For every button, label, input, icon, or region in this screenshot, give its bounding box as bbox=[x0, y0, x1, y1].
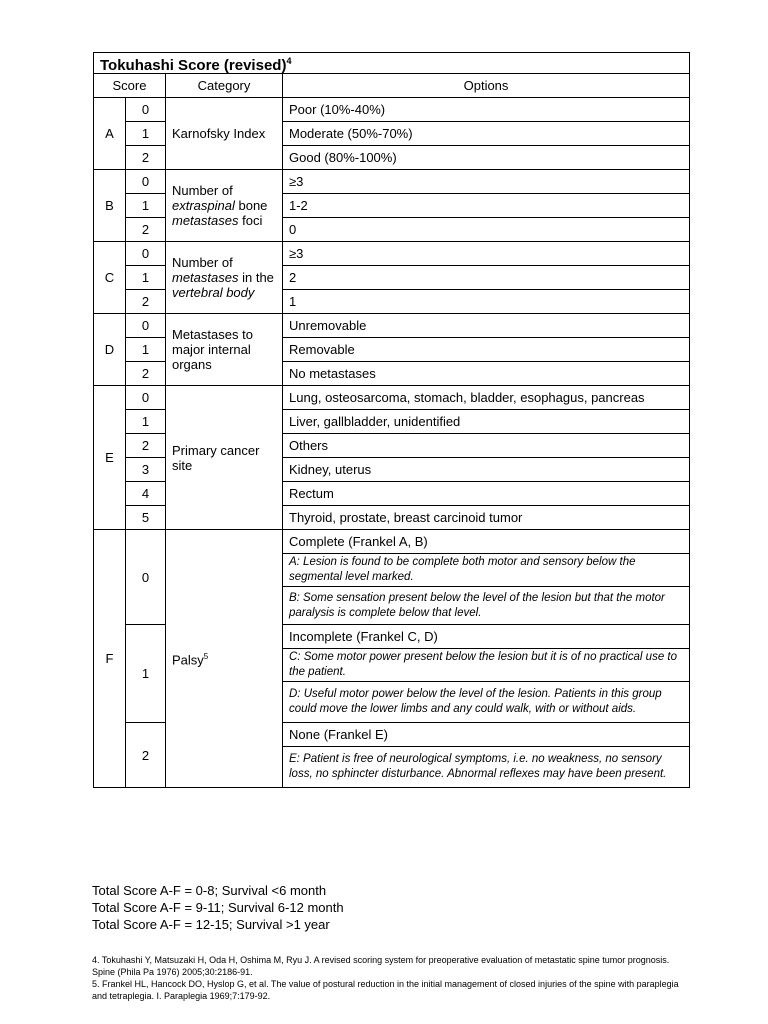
option-cell: Incomplete (Frankel C, D) bbox=[283, 625, 690, 649]
score-cell: 1 bbox=[126, 410, 166, 434]
option-cell: Complete (Frankel A, B) bbox=[283, 530, 690, 554]
option-cell: Liver, gallbladder, unidentified bbox=[283, 410, 690, 434]
table-row bbox=[94, 314, 690, 338]
total-score-line: Total Score A-F = 0-8; Survival <6 month bbox=[92, 883, 327, 898]
header-category: Category bbox=[166, 74, 283, 98]
option-cell: 2 bbox=[283, 266, 690, 290]
reference-item: 4. Tokuhashi Y, Matsuzaki H, Oda H, Oshima M, Ryu J. A revised scoring system for preoperative evaluation of metastatic spine tumor prognosis. Spine (Phila Pa 1976) 2005;30:2186-91. bbox=[92, 955, 670, 977]
score-cell: 0 bbox=[126, 314, 166, 338]
title-reference-mark: 4 bbox=[286, 55, 292, 66]
option-cell: Thyroid, prostate, breast carcinoid tumor bbox=[283, 506, 690, 530]
table-row bbox=[94, 170, 690, 194]
frankel-note-e: E: Patient is free of neurological symptoms, i.e. no weakness, no sensory loss, no sphincter disturbance. Abnormal reflexes may have been present. bbox=[283, 747, 690, 788]
category-primary-cancer-site: Primary cancer site bbox=[166, 386, 283, 530]
score-cell: 2 bbox=[126, 290, 166, 314]
tokuhashi-score-table bbox=[93, 52, 690, 788]
category-text: foci bbox=[238, 213, 263, 228]
score-cell: 5 bbox=[126, 506, 166, 530]
group-letter-e: E bbox=[94, 386, 126, 530]
frankel-note-a: A: Lesion is found to be complete both motor and sensory below the segmental level marked. bbox=[283, 554, 690, 587]
option-cell: 1 bbox=[283, 290, 690, 314]
option-cell: Moderate (50%-70%) bbox=[283, 122, 690, 146]
category-vertebral-metastases bbox=[166, 242, 283, 314]
category-internal-organs: Metastases to major internal organs bbox=[166, 314, 283, 386]
group-letter-b: B bbox=[94, 170, 126, 242]
category-palsy bbox=[166, 530, 283, 788]
option-cell: 0 bbox=[283, 218, 690, 242]
category-emphasis: vertebral body bbox=[172, 285, 255, 300]
header-score: Score bbox=[94, 74, 166, 98]
group-letter-f: F bbox=[94, 530, 126, 788]
category-extraspinal-metastases bbox=[166, 170, 283, 242]
option-cell: Unremovable bbox=[283, 314, 690, 338]
score-cell: 2 bbox=[126, 218, 166, 242]
table-title bbox=[94, 53, 690, 74]
group-letter-a: A bbox=[94, 98, 126, 170]
score-cell: 3 bbox=[126, 458, 166, 482]
score-cell: 2 bbox=[126, 434, 166, 458]
score-cell: 0 bbox=[126, 98, 166, 122]
table-row bbox=[94, 98, 690, 122]
option-cell: Lung, osteosarcoma, stomach, bladder, esophagus, pancreas bbox=[283, 386, 690, 410]
score-cell: 1 bbox=[126, 194, 166, 218]
score-cell: 0 bbox=[126, 242, 166, 266]
table-title-text: Tokuhashi Score (revised) bbox=[100, 56, 287, 74]
score-cell: 1 bbox=[126, 338, 166, 362]
score-cell: 1 bbox=[126, 625, 166, 723]
option-cell: None (Frankel E) bbox=[283, 723, 690, 747]
total-score-line: Total Score A-F = 9-11; Survival 6-12 month bbox=[92, 900, 344, 915]
score-cell: 2 bbox=[126, 146, 166, 170]
score-cell: 1 bbox=[126, 122, 166, 146]
category-emphasis: metastases bbox=[172, 213, 239, 228]
group-letter-d: D bbox=[94, 314, 126, 386]
score-cell: 2 bbox=[126, 362, 166, 386]
option-cell: Good (80%-100%) bbox=[283, 146, 690, 170]
frankel-note-b: B: Some sensation present below the level of the lesion but that the motor paralysis is complete below that level. bbox=[283, 587, 690, 625]
option-cell: Poor (10%-40%) bbox=[283, 98, 690, 122]
category-text: Number of bbox=[172, 183, 233, 198]
category-karnofsky: Karnofsky Index bbox=[166, 98, 283, 170]
score-cell: 0 bbox=[126, 386, 166, 410]
references bbox=[92, 954, 692, 1002]
header-options: Options bbox=[283, 74, 690, 98]
category-text: in the bbox=[238, 270, 274, 285]
reference-item: 5. Frankel HL, Hancock DO, Hyslop G, et al. The value of postural reduction in the initial management of closed injuries of the spine with paraplegia and tetraplegia. I. Paraplegia 1969;7:179-92. bbox=[92, 979, 679, 1001]
option-cell: Others bbox=[283, 434, 690, 458]
frankel-note-c: C: Some motor power present below the lesion but it is of no practical use to the patient. bbox=[283, 649, 690, 682]
total-score-summary bbox=[92, 882, 344, 933]
score-cell: 0 bbox=[126, 530, 166, 625]
score-cell: 0 bbox=[126, 170, 166, 194]
option-cell: Kidney, uterus bbox=[283, 458, 690, 482]
score-cell: 4 bbox=[126, 482, 166, 506]
palsy-reference-mark: 5 bbox=[203, 652, 209, 662]
category-emphasis: extraspinal bbox=[172, 198, 235, 213]
score-cell: 2 bbox=[126, 723, 166, 788]
table-row bbox=[94, 386, 690, 410]
option-cell: 1-2 bbox=[283, 194, 690, 218]
score-cell: 1 bbox=[126, 266, 166, 290]
category-emphasis: metastases bbox=[172, 270, 239, 285]
option-cell: No metastases bbox=[283, 362, 690, 386]
category-text: Palsy bbox=[172, 652, 204, 668]
frankel-note-d: D: Useful motor power below the level of the lesion. Patients in this group could move the lower limbs and any could walk, with or without aids. bbox=[283, 682, 690, 723]
option-cell: Removable bbox=[283, 338, 690, 362]
option-cell: ≥3 bbox=[283, 170, 690, 194]
option-cell: Rectum bbox=[283, 482, 690, 506]
category-text: Number of bbox=[172, 255, 233, 270]
group-letter-c: C bbox=[94, 242, 126, 314]
table-row bbox=[94, 242, 690, 266]
category-text: bone bbox=[234, 198, 268, 213]
table-row bbox=[94, 530, 690, 554]
total-score-line: Total Score A-F = 12-15; Survival >1 year bbox=[92, 917, 330, 932]
option-cell: ≥3 bbox=[283, 242, 690, 266]
table-header-row bbox=[94, 74, 690, 98]
